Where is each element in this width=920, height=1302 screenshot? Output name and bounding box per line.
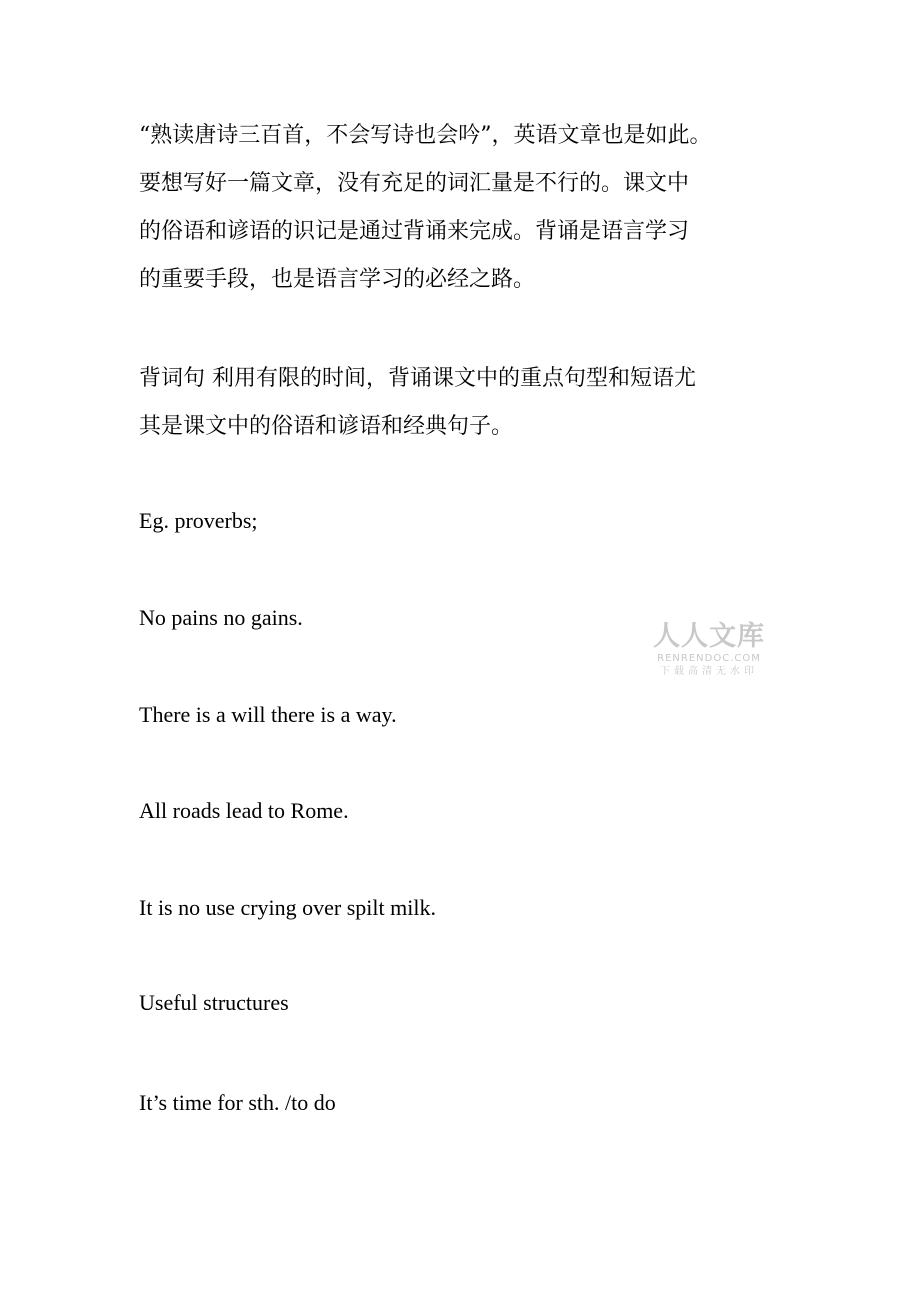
proverb-line: No pains no gains.: [139, 605, 303, 630]
paragraph-line: “熟读唐诗三百首，不会写诗也会吟”，英语文章也是如此。: [139, 123, 712, 148]
watermark-logo: [646, 622, 772, 682]
paragraph-line: 其是课文中的俗语和谚语和经典句子。: [139, 414, 514, 439]
paragraph-line: 要想写好一篇文章，没有充足的词汇量是不行的。课文中: [139, 171, 690, 196]
structures-heading: Useful structures: [139, 990, 289, 1015]
paragraph-memorize-sentences: [139, 355, 696, 451]
watermark-logo-text: 人人文库: [653, 621, 765, 652]
watermark-domain: RENRENDOC.COM: [657, 653, 761, 664]
paragraph-line: 的重要手段，也是语言学习的必经之路。: [139, 267, 536, 292]
paragraph-recitation-intro: [139, 112, 712, 304]
paragraph-line: 背词句 利用有限的时间，背诵课文中的重点句型和短语尤: [139, 366, 696, 391]
watermark-tagline: 下载高清无水印: [660, 666, 758, 677]
paragraph-line: 的俗语和谚语的识记是通过背诵来完成。背诵是语言学习: [139, 219, 690, 244]
proverb-line: There is a will there is a way.: [139, 702, 397, 727]
proverbs-heading: Eg. proverbs;: [139, 508, 258, 533]
proverb-line: It is no use crying over spilt milk.: [139, 895, 436, 920]
structure-line: It’s time for sth. /to do: [139, 1090, 336, 1115]
proverb-line: All roads lead to Rome.: [139, 798, 349, 823]
